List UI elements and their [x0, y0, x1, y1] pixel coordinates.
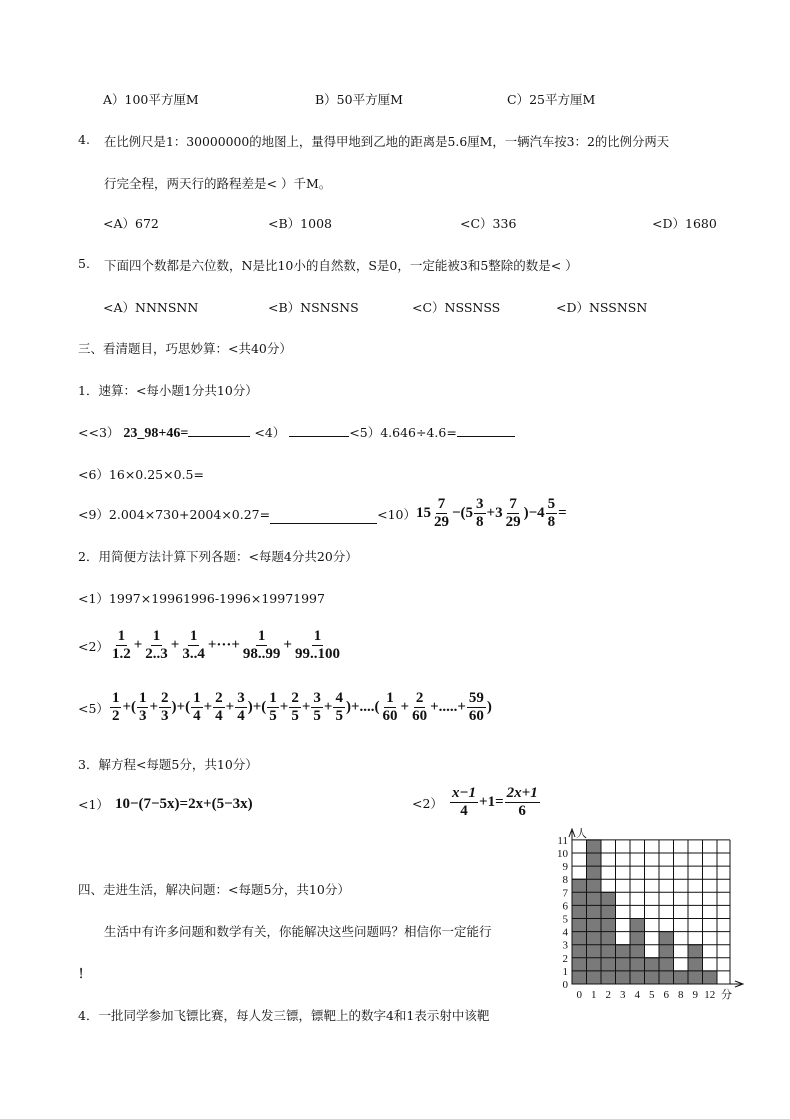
q4-option-c: <C）336: [460, 216, 517, 231]
chart-x-tick-label: 0: [576, 989, 582, 1001]
chart-x-tick-label: 4: [634, 989, 640, 1001]
equation-2: [412, 785, 541, 821]
equals-sign: =: [558, 505, 567, 522]
q4-line-1: 在比例尺是1：30000000的地图上，量得甲地到乙地的距离是5.6厘M，一辆汽车按3：2的比例分两天: [104, 134, 670, 149]
chart-y-tick-label: 6: [562, 900, 568, 913]
item-9-label: <9）2.004×730+2004×0.27=: [78, 506, 271, 522]
speed-calc-row-b: <6）16×0.25×0.5=: [78, 467, 204, 482]
chart-bar-1: [587, 840, 602, 984]
chart-y-tick-label: 5: [562, 913, 568, 926]
problem-5-label: <5）: [78, 700, 109, 716]
chart-y-tick-label: 11: [557, 834, 568, 847]
chart-x-tick-label: 3: [620, 989, 626, 1001]
chart-x-tick-label: 5: [649, 989, 655, 1001]
q5-option-d: <D）NSSNSN: [556, 300, 648, 315]
chart-y-tick-label: 1: [562, 965, 568, 978]
chart-y-tick-label: 9: [562, 861, 568, 874]
operator: )−4: [523, 505, 545, 522]
chart-y-tick-label: 7: [562, 887, 568, 900]
q4-line-2: 行完全程，两天行的路程差是< ）千M。: [104, 176, 332, 191]
score-bar-chart: [545, 825, 745, 1005]
section-4-paragraph: 生活中有许多问题和数学有关，你能解决这些问题吗？相信你一定能行: [104, 924, 492, 939]
answer-blank-4[interactable]: [289, 424, 349, 437]
problem-5-expression: 1 2 +( 1 3 + $\frac{2}{3}$ )+( 1 4 + $\frac{2}{4}$ + $\frac{3}{4}$ )+( 1 5 + $\frac{2}{5}$ + $\frac{3}{5}$ + $\frac{4}{5}$ )+....( 1 60 + $\frac{2}{60}$ +.....+ $\frac{59}{60}$ ): [111, 690, 492, 725]
answer-blank-9[interactable]: [270, 511, 377, 524]
fraction: 7 29: [434, 496, 449, 531]
section-3-sub-1: 1．速算：<每小题1分共10分）: [78, 383, 258, 398]
chart-x-tick-label: 12: [704, 989, 716, 1001]
q3-option-a: A）100平方厘M: [103, 92, 199, 107]
section-3-title: 三、看清题目，巧思妙算：<共40分）: [78, 341, 292, 356]
chart-bar-8: [674, 971, 689, 984]
chart-x-tick-label: 6: [663, 989, 669, 1001]
chart-y-tick-label: 4: [562, 926, 568, 939]
q4-number: 4.: [78, 132, 90, 147]
answer-blank-3[interactable]: [188, 424, 250, 437]
equation-1-expression: 10−(7−5x)=2x+(5−3x): [114, 795, 253, 812]
q5-option-b: <B）NSNSNS: [268, 300, 359, 315]
fraction: 7 29: [505, 496, 521, 531]
section-4-title: 四、走进生活，解决问题：<每题5分，共10分）: [78, 882, 350, 897]
speed-calc-row-a: [78, 423, 515, 442]
section-4-question-4: 4．一批同学参加飞镖比赛，每人发三镖，镖靶上的数字4和1表示射中该靶: [78, 1008, 490, 1023]
q5-option-c: <C）NSSNSS: [412, 300, 501, 315]
chart-bar-2: [601, 892, 616, 984]
equation-2-label: <2）: [412, 795, 443, 811]
whole-number: 15: [416, 505, 431, 522]
chart-bar-12: [703, 971, 718, 984]
problem-2-expression: 1 1.2 + $\frac{1}{2..3}$ + $\frac{1}{3..4}$ +···+ $\frac{1}{98..99}$ + $\frac{1}{99..100}$: [111, 628, 340, 663]
q5-number: 5.: [78, 256, 90, 271]
answer-blank-5[interactable]: [457, 424, 515, 437]
section-4-exclamation: ！: [78, 966, 91, 981]
equation-2-expression: x−1 4 +1= $\frac{2x+1}{6}$: [451, 785, 538, 820]
problem-2-label: <2）: [78, 638, 109, 654]
chart-y-tick-label: 3: [562, 939, 568, 952]
fraction: $\frac{5}{8}$: [547, 496, 556, 531]
speed-calc-row-c: [78, 496, 567, 532]
item-10-expression: [416, 496, 567, 532]
chart-x-tick-label: 1: [591, 989, 597, 1001]
operator: −(5: [452, 505, 474, 522]
q4-option-b: <B）1008: [268, 216, 332, 231]
chart-bar-4: [630, 919, 645, 985]
item-4-label: <4）: [254, 425, 286, 440]
q5-option-a: <A）NNNSNN: [103, 300, 199, 315]
chart-y-axis-label: 人: [576, 828, 587, 840]
chart-x-axis-label: 分: [721, 989, 732, 1001]
q3-option-b: B）50平方厘M: [315, 92, 403, 107]
item-5-label: <5）4.646÷4.6=: [349, 425, 457, 440]
chart-y-tick-label: 2: [562, 952, 568, 965]
chart-bar-9: [688, 945, 703, 984]
problem-1: <1）1997×19961996-1996×19971997: [78, 591, 325, 606]
q4-option-d: <D）1680: [652, 216, 717, 231]
operator: +3: [486, 505, 503, 522]
fraction: 3 8: [476, 496, 484, 531]
q5-text: 下面四个数都是六位数，N是比10小的自然数，S是0，一定能被3和5整除的数是< ）: [104, 258, 578, 273]
section-3-sub-3: 3．解方程<每题5分，共10分）: [78, 757, 258, 772]
equation-1-label: <1）: [78, 797, 109, 812]
q4-option-a: <A）672: [103, 216, 159, 231]
q3-option-c: C）25平方厘M: [507, 92, 596, 107]
item-10-label: <10）: [377, 506, 416, 522]
chart-x-tick-label: 8: [678, 989, 684, 1001]
chart-bar-3: [616, 945, 631, 984]
equation-1: [78, 795, 253, 813]
chart-y-tick-label: 10: [557, 848, 568, 860]
problem-2: [78, 628, 343, 664]
chart-x-tick-label: 2: [605, 989, 611, 1001]
problem-5: [78, 690, 492, 726]
item-3-label: <<3）: [78, 425, 120, 440]
chart-y-tick-label: 8: [562, 874, 568, 887]
chart-x-tick-label: 9: [692, 989, 698, 1001]
section-3-sub-2: 2．用简便方法计算下列各题：<每题4分共20分）: [78, 549, 358, 564]
chart-y-tick-label: 0: [562, 979, 568, 991]
item-3-expression: 23_98+46=: [123, 426, 189, 441]
